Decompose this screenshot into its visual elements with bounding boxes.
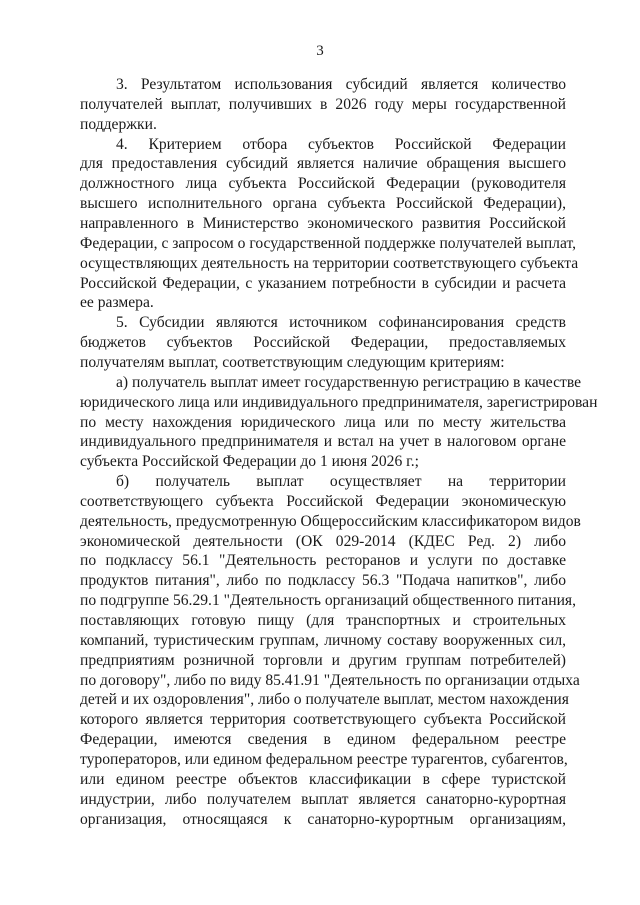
text-line: субъекта Российской Федерации до 1 июня 2026 г.; bbox=[80, 453, 420, 471]
text-line: которого является территория соответствующего субъекта Российской bbox=[80, 711, 566, 729]
text-line: бюджетов субъектов Российской Федерации, предоставляемых bbox=[80, 334, 566, 352]
text-line: Федерации, имеются сведения в едином федеральном реестре bbox=[80, 731, 566, 749]
text-line: а) получатель выплат имеет государственную регистрацию в качестве bbox=[116, 373, 582, 391]
text-line: по подклассу 56.1 "Деятельность ресторанов и услуги по доставке bbox=[80, 552, 566, 570]
text-line: продуктов питания", либо по подклассу 56.3 "Подача напитков", либо bbox=[80, 572, 566, 590]
text-line: 5. Субсидии являются источником софинансирования средств bbox=[116, 314, 566, 332]
text-line: поддержки. bbox=[80, 115, 157, 133]
text-line: б) получатель выплат осуществляет на территории bbox=[116, 473, 566, 490]
text-line: направленного в Министерство экономического развития Российской bbox=[80, 215, 566, 232]
text-line: получателей выплат, получивших в 2026 году меры государственной bbox=[80, 95, 566, 113]
text-line: Российской Федерации, с указанием потребности в субсидии и расчета bbox=[80, 274, 566, 292]
text-line: Федерации, с запросом о государственной поддержке получателей выплат, bbox=[80, 234, 577, 252]
text-line: индустрии, либо получателем выплат является санаторно-курортная bbox=[80, 790, 566, 808]
text-line: осуществляющих деятельность на территории соответствующего субъекта bbox=[80, 254, 579, 272]
text-line: поставляющих готовую пищу (для транспортных и строительных bbox=[80, 612, 566, 629]
text-line: организация, относящаяся к санаторно-курортным организациям, bbox=[80, 810, 566, 828]
text-line: индивидуального предпринимателя и встал на учет в налоговом органе bbox=[80, 433, 566, 451]
text-line: или едином реестре объектов классификации в сфере туристской bbox=[80, 770, 566, 788]
text-line: компаний, туристическим группам, личному составу вооруженных сил, bbox=[80, 631, 566, 649]
text-line: деятельность, предусмотренную Общероссийским классификатором видов bbox=[80, 512, 581, 530]
text-line: по месту нахождения юридического лица или по месту жительства bbox=[80, 413, 566, 431]
page-number: 3 bbox=[316, 43, 324, 59]
text-line: предприятиям розничной торговли и другим группам потребителей) bbox=[80, 651, 566, 669]
text-line: по подгруппе 56.29.1 "Деятельность организаций общественного питания, bbox=[80, 592, 576, 610]
text-line: 4. Критерием отбора субъектов Российской Федерации bbox=[116, 135, 566, 153]
text-line: получателям выплат, соответствующим следующим критериям: bbox=[80, 353, 505, 371]
text-line: экономической деятельности (ОК 029-2014 (КДЕС Ред. 2) либо bbox=[80, 532, 566, 550]
text-line: соответствующего субъекта Российской Федерации экономическую bbox=[80, 492, 566, 510]
text-line: туроператоров, или едином федеральном реестре турагентов, субагентов, bbox=[80, 750, 568, 768]
text-line: для предоставления субсидий является наличие обращения высшего bbox=[80, 155, 566, 173]
text-line: по договору", либо по виду 85.41.91 "Деятельность по организации отдыха bbox=[80, 671, 580, 689]
text-line: высшего исполнительного органа субъекта Российской Федерации), bbox=[80, 195, 566, 213]
text-line: ее размера. bbox=[80, 294, 154, 312]
text-line: 3. Результатом использования субсидий является количество bbox=[116, 76, 566, 93]
text-line: детей и их оздоровления", либо о получателе выплат, местом нахождения bbox=[80, 691, 569, 709]
text-line: должностного лица субъекта Российской Федерации (руководителя bbox=[80, 175, 566, 193]
text-line: юридического лица или индивидуального предпринимателя, зарегистрирован bbox=[80, 393, 598, 411]
